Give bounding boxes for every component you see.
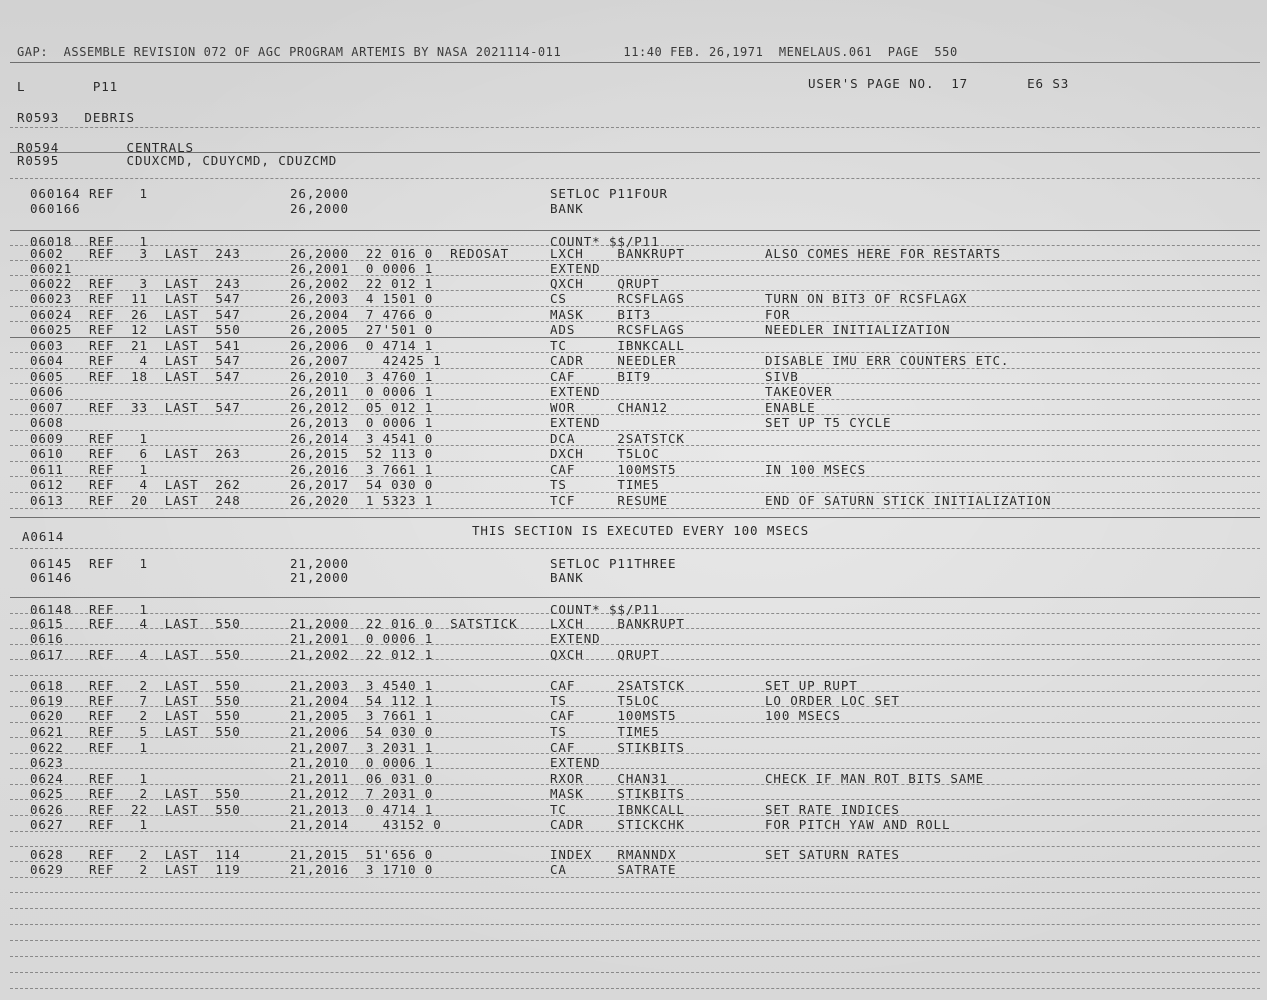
ruled-line (10, 399, 1260, 400)
ruled-line (10, 613, 1260, 614)
line-ref: 0618 REF 2 LAST 550 (30, 678, 241, 693)
line-address: 21,2014 43152 0 (290, 817, 442, 832)
line-ref: 0612 REF 4 LAST 262 (30, 477, 241, 492)
line-ref: 06023 REF 11 LAST 547 (30, 291, 241, 306)
ruled-line (10, 799, 1260, 800)
ruled-line (10, 461, 1260, 462)
line-address: 26,2010 3 4760 1 (290, 369, 434, 384)
line-address: 26,2002 22 012 1 (290, 276, 434, 291)
r0593-line: R0593 DEBRIS (17, 110, 135, 125)
line-ref: 0629 REF 2 LAST 119 (30, 862, 241, 877)
ruled-line (10, 722, 1260, 723)
line-ref: 0621 REF 5 LAST 550 (30, 724, 241, 739)
line-ref: 06022 REF 3 LAST 243 (30, 276, 241, 291)
line-ref: 06021 (30, 261, 73, 276)
line-opcode: LXCH BANKRUPT (550, 616, 685, 631)
line-opcode: TS TIME5 (550, 477, 660, 492)
line-address: 26,2000 22 016 0 REDOSAT (290, 246, 510, 261)
line-ref: 0620 REF 2 LAST 550 (30, 708, 241, 723)
line-ref: 0605 REF 18 LAST 547 (30, 369, 241, 384)
ruled-line (10, 815, 1260, 816)
line-address: 26,2015 52 113 0 (290, 446, 434, 461)
line-address: 21,2013 0 4714 1 (290, 802, 434, 817)
line-ref: 06148 REF 1 (30, 602, 148, 617)
line-address: 21,2005 3 7661 1 (290, 708, 434, 723)
line-opcode: CAF 100MST5 (550, 462, 677, 477)
line-ref: 0624 REF 1 (30, 771, 148, 786)
r0594-line: R0594 CENTRALS (17, 140, 194, 155)
ruled-line (10, 644, 1260, 645)
line-address: 26,2007 42425 1 (290, 353, 442, 368)
ruled-line (10, 892, 1260, 893)
line-comment: CHECK IF MAN ROT BITS SAME (765, 771, 985, 786)
ruled-line (10, 988, 1260, 989)
line-address: 21,2002 22 012 1 (290, 647, 434, 662)
ruled-line (10, 352, 1260, 353)
ruled-line (10, 784, 1260, 785)
ruled-line (10, 245, 1260, 246)
ruled-line (10, 737, 1260, 738)
line-opcode: MASK BIT3 (550, 307, 652, 322)
line-ref: 0608 (30, 415, 64, 430)
line-address: 21,2015 51'656 0 (290, 847, 434, 862)
line-opcode: RXOR CHAN31 (550, 771, 668, 786)
line-opcode: CS RCSFLAGS (550, 291, 685, 306)
line-ref: 0613 REF 20 LAST 248 (30, 493, 241, 508)
line-opcode: CADR NEEDLER (550, 353, 677, 368)
line-ref: 0602 REF 3 LAST 243 (30, 246, 241, 261)
ruled-line (10, 628, 1260, 629)
line-opcode: COUNT* $$/P11 (550, 234, 660, 249)
line-comment: ENABLE (765, 400, 816, 415)
ruled-line (10, 414, 1260, 415)
line-ref: 0616 (30, 631, 64, 646)
line-comment: 100 MSECS (765, 708, 841, 723)
ruled-line (10, 753, 1260, 754)
line-address: 21,2010 0 0006 1 (290, 755, 434, 770)
line-address: 26,2020 1 5323 1 (290, 493, 434, 508)
ruled-line (10, 476, 1260, 477)
line-address: 21,2003 3 4540 1 (290, 678, 434, 693)
line-opcode: DXCH T5LOC (550, 446, 660, 461)
ruled-line (10, 492, 1260, 493)
line-ref: 0610 REF 6 LAST 263 (30, 446, 241, 461)
ruled-line (10, 260, 1260, 261)
ruled-line (10, 290, 1260, 291)
line-ref: 0615 REF 4 LAST 550 (30, 616, 241, 631)
line-opcode: COUNT* $$/P11 (550, 602, 660, 617)
line-address: 26,2003 4 1501 0 (290, 291, 434, 306)
line-opcode: EXTEND (550, 261, 601, 276)
line-address: 26,2012 05 012 1 (290, 400, 434, 415)
line-comment: NEEDLER INITIALIZATION (765, 322, 951, 337)
line-address: 21,2000 (290, 570, 349, 585)
line-opcode: MASK STIKBITS (550, 786, 685, 801)
line-ref: 0606 (30, 384, 64, 399)
line-address: 26,2011 0 0006 1 (290, 384, 434, 399)
ruled-line (10, 383, 1260, 384)
program-id: L P11 (17, 79, 119, 94)
line-comment: TURN ON BIT3 OF RCSFLAGX (765, 291, 968, 306)
line-address: 26,2000 (290, 186, 349, 201)
line-opcode: QXCH QRUPT (550, 647, 660, 662)
line-opcode: CAF STIKBITS (550, 740, 685, 755)
line-address: 26,2014 3 4541 0 (290, 431, 434, 446)
line-ref: 06025 REF 12 LAST 550 (30, 322, 241, 337)
line-comment: SET SATURN RATES (765, 847, 900, 862)
line-ref: 0611 REF 1 (30, 462, 148, 477)
line-opcode: QXCH QRUPT (550, 276, 660, 291)
line-opcode: SETLOC P11THREE (550, 556, 677, 571)
line-opcode: EXTEND (550, 415, 601, 430)
ruled-line (10, 956, 1260, 957)
line-comment: IN 100 MSECS (765, 462, 867, 477)
line-opcode: EXTEND (550, 631, 601, 646)
line-ref: 0626 REF 22 LAST 550 (30, 802, 241, 817)
line-opcode: LXCH BANKRUPT (550, 246, 685, 261)
ruled-line (10, 706, 1260, 707)
line-opcode: TC IBNKCALL (550, 802, 685, 817)
ruled-line (10, 908, 1260, 909)
line-comment: FOR (765, 307, 791, 322)
ruled-line (10, 768, 1260, 769)
line-address: 21,2004 54 112 1 (290, 693, 434, 708)
line-comment: SET UP T5 CYCLE (765, 415, 892, 430)
line-opcode: BANK (550, 201, 584, 216)
r0595-line: R0595 CDUXCMD, CDUYCMD, CDUZCMD (17, 153, 338, 168)
ruled-line (10, 940, 1260, 941)
line-opcode: ADS RCSFLAGS (550, 322, 685, 337)
line-opcode: CAF 2SATSTCK (550, 678, 685, 693)
line-address: 21,2011 06 031 0 (290, 771, 434, 786)
line-comment: TAKEOVER (765, 384, 833, 399)
line-opcode: EXTEND (550, 755, 601, 770)
line-opcode: TC IBNKCALL (550, 338, 685, 353)
line-ref: 06146 (30, 570, 73, 585)
line-address: 21,2000 22 016 0 SATSTICK (290, 616, 518, 631)
ruled-line (10, 368, 1260, 369)
line-opcode: TS TIME5 (550, 724, 660, 739)
ruled-line (10, 877, 1260, 878)
line-comment: DISABLE IMU ERR COUNTERS ETC. (765, 353, 1010, 368)
line-ref: 0622 REF 1 (30, 740, 148, 755)
ruled-line (10, 846, 1260, 847)
line-address: 21,2001 0 0006 1 (290, 631, 434, 646)
line-opcode: CAF 100MST5 (550, 708, 677, 723)
line-ref: 060166 (30, 201, 81, 216)
line-ref: 0625 REF 2 LAST 550 (30, 786, 241, 801)
line-ref: 0623 (30, 755, 64, 770)
line-comment: ALSO COMES HERE FOR RESTARTS (765, 246, 1001, 261)
line-comment: SET RATE INDICES (765, 802, 900, 817)
line-opcode: WOR CHAN12 (550, 400, 668, 415)
ruled-line (10, 597, 1260, 598)
ruled-line (10, 972, 1260, 973)
line-address: 26,2013 0 0006 1 (290, 415, 434, 430)
users-page-number: USER'S PAGE NO. 17 E6 S3 (808, 76, 1070, 91)
ruled-line (10, 691, 1260, 692)
ruled-line (10, 508, 1260, 509)
line-address: 21,2006 54 030 0 (290, 724, 434, 739)
line-ref: 060164 REF 1 (30, 186, 148, 201)
line-address: 21,2000 (290, 556, 349, 571)
ruled-line (10, 548, 1260, 549)
line-comment: FOR PITCH YAW AND ROLL (765, 817, 951, 832)
ruled-line (10, 230, 1260, 231)
line-opcode: TS T5LOC (550, 693, 660, 708)
line-opcode: INDEX RMANNDX (550, 847, 677, 862)
line-comment: SET UP RUPT (765, 678, 858, 693)
line-address: 26,2006 0 4714 1 (290, 338, 434, 353)
line-comment: LO ORDER LOC SET (765, 693, 900, 708)
line-ref: 0609 REF 1 (30, 431, 148, 446)
ruled-line (10, 445, 1260, 446)
line-address: 26,2000 (290, 201, 349, 216)
line-address: 26,2001 0 0006 1 (290, 261, 434, 276)
line-address: 26,2004 7 4766 0 (290, 307, 434, 322)
ruled-line (10, 659, 1260, 660)
line-ref: 0603 REF 21 LAST 541 (30, 338, 241, 353)
assembly-header: GAP: ASSEMBLE REVISION 072 OF AGC PROGRAM ARTEMIS BY NASA 2021114-011 11:40 FEB. 26,1971 MENELAUS.061 PAGE 550 (17, 45, 958, 59)
line-address: 26,2016 3 7661 1 (290, 462, 434, 477)
line-ref: 0628 REF 2 LAST 114 (30, 847, 241, 862)
line-ref: 0619 REF 7 LAST 550 (30, 693, 241, 708)
ruled-line (10, 275, 1260, 276)
line-opcode: CA SATRATE (550, 862, 677, 877)
ruled-line (10, 430, 1260, 431)
line-address: 26,2005 27'501 0 (290, 322, 434, 337)
line-address: 21,2016 3 1710 0 (290, 862, 434, 877)
line-opcode: BANK (550, 570, 584, 585)
line-opcode: EXTEND (550, 384, 601, 399)
ruled-line (10, 924, 1260, 925)
line-address: 26,2017 54 030 0 (290, 477, 434, 492)
ruled-line (10, 306, 1260, 307)
line-opcode: SETLOC P11FOUR (550, 186, 668, 201)
line-ref: 06018 REF 1 (30, 234, 148, 249)
line-comment: SIVB (765, 369, 799, 384)
ruled-line (10, 337, 1260, 338)
ruled-line (10, 321, 1260, 322)
line-ref: 06145 REF 1 (30, 556, 148, 571)
section-note: THIS SECTION IS EXECUTED EVERY 100 MSECS (472, 523, 810, 538)
line-ref: 06024 REF 26 LAST 547 (30, 307, 241, 322)
line-address: 21,2012 7 2031 0 (290, 786, 434, 801)
line-ref: 0617 REF 4 LAST 550 (30, 647, 241, 662)
ruled-line (10, 861, 1260, 862)
line-opcode: CADR STICKCHK (550, 817, 685, 832)
ruled-line (10, 517, 1260, 518)
line-ref: 0607 REF 33 LAST 547 (30, 400, 241, 415)
line-opcode: DCA 2SATSTCK (550, 431, 685, 446)
line-comment: END OF SATURN STICK INITIALIZATION (765, 493, 1052, 508)
a0614-label: A0614 (22, 529, 65, 544)
ruled-line (10, 178, 1260, 179)
ruled-line (10, 675, 1260, 676)
line-address: 21,2007 3 2031 1 (290, 740, 434, 755)
line-opcode: CAF BIT9 (550, 369, 652, 384)
line-ref: 0627 REF 1 (30, 817, 148, 832)
line-opcode: TCF RESUME (550, 493, 668, 508)
ruled-line (10, 831, 1260, 832)
line-ref: 0604 REF 4 LAST 547 (30, 353, 241, 368)
